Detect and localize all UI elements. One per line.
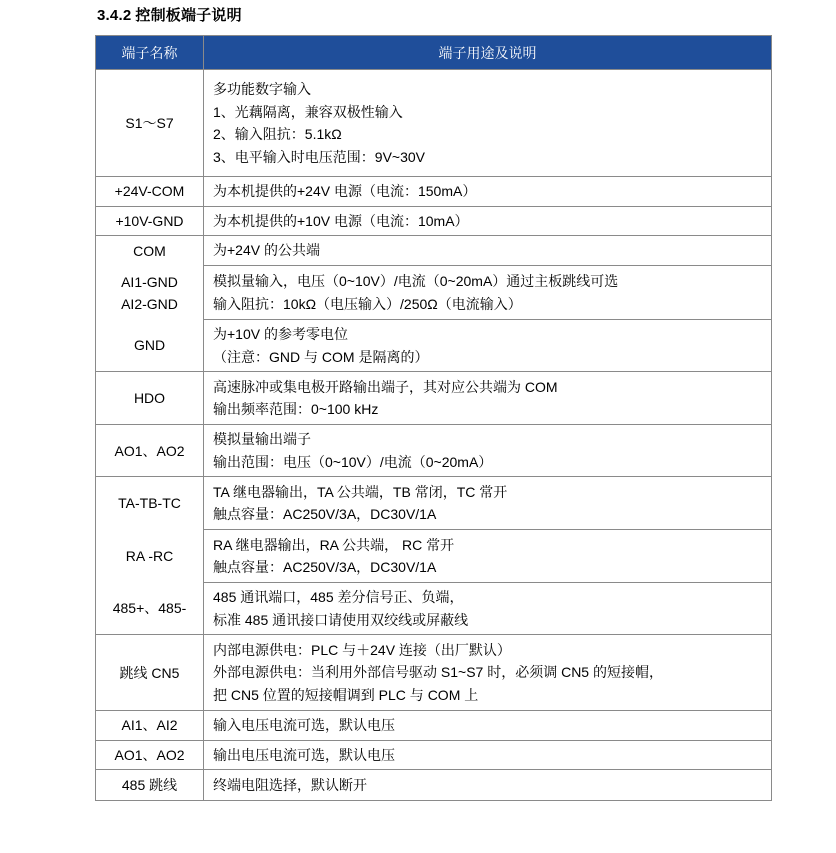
table-row — [96, 236, 772, 266]
description-line: 2、输入阻抗：5.1kΩ — [213, 126, 342, 142]
terminal-name-text: AI1、AI2 — [121, 717, 178, 734]
table-row — [96, 740, 772, 770]
description-line: RA 继电器输出，RA 公共端， RC 常开 — [213, 536, 455, 553]
terminal-name-text: +24V-COM — [114, 183, 185, 200]
table-row — [96, 583, 772, 635]
section-title — [97, 4, 242, 25]
terminal-name — [96, 425, 204, 477]
table-row — [96, 425, 772, 477]
description-line: 输入阻抗：10kΩ（电压输入）/250Ω（电流输入） — [213, 295, 522, 312]
terminal-name-text: AO1、AO2 — [114, 442, 185, 459]
description-line: 模拟量输入，电压（0~10V）/电流（0~20mA）通过主板跳线可选 — [213, 273, 619, 289]
terminal-name-text: RA -RC — [125, 548, 174, 564]
terminal-description — [204, 711, 772, 741]
terminal-description — [204, 477, 772, 530]
description-line: 终端电阻选择，默认断开 — [213, 776, 367, 793]
section-heading: 控制板端子说明 — [135, 7, 242, 24]
terminal-description — [204, 70, 772, 177]
terminal-name-text: +10V-GND — [115, 212, 184, 229]
terminal-name — [96, 320, 204, 372]
terminal-description — [204, 425, 772, 477]
terminal-table — [95, 35, 772, 801]
description-line: 为本机提供的+24V 电源（电流：150mA） — [213, 183, 477, 199]
terminal-name — [96, 530, 204, 583]
terminal-name — [96, 236, 204, 266]
description-line: 标准 485 通讯接口请使用双绞线或屏蔽线 — [213, 611, 469, 628]
description-line: 1、光藕隔离，兼容双极性输入 — [213, 103, 403, 120]
description-line: （注意：GND 与 COM 是隔离的） — [213, 348, 429, 365]
table-row — [96, 70, 772, 177]
description-line: 输出范围：电压（0~10V）/电流（0~20mA） — [213, 453, 493, 470]
terminal-name — [96, 583, 204, 635]
table-row — [96, 177, 772, 207]
terminal-name — [96, 740, 204, 770]
terminal-name-text: COM — [133, 242, 166, 259]
terminal-name — [96, 206, 204, 236]
description-line: 为本机提供的+10V 电源（电流：10mA） — [213, 212, 469, 229]
description-line: TA 继电器输出，TA 公共端，TB 常闭，TC 常开 — [213, 483, 508, 500]
terminal-name — [96, 372, 204, 425]
table-row — [96, 372, 772, 425]
description-line: 为+10V 的参考零电位 — [213, 326, 348, 342]
table-row — [96, 770, 772, 801]
terminal-name-text: 485 跳线 — [121, 777, 178, 793]
description-line: 为+24V 的公共端 — [213, 242, 320, 259]
terminal-description — [204, 530, 772, 583]
description-line: 模拟量输出端子 — [213, 431, 311, 447]
terminal-description — [204, 236, 772, 266]
terminal-name — [96, 477, 204, 530]
terminal-name — [96, 711, 204, 741]
description-line: 多功能数字输入 — [213, 81, 311, 97]
table-row — [96, 530, 772, 583]
terminal-description — [204, 583, 772, 635]
terminal-description — [204, 372, 772, 425]
table-row — [96, 320, 772, 372]
description-line: 输出电压电流可选，默认电压 — [213, 746, 395, 763]
terminal-name — [96, 635, 204, 711]
description-line: 高速脉冲或集电极开路输出端子，其对应公共端为 COM — [213, 378, 558, 395]
description-line: 3、电平输入时电压范围：9V~30V — [213, 148, 425, 165]
description-line: 485 通讯端口，485 差分信号正、负端， — [213, 589, 464, 605]
header-terminal-name: 端子名称 — [96, 36, 204, 70]
terminal-name-text: AI1-GND — [121, 273, 178, 290]
description-line: 触点容量：AC250V/3A，DC30V/1A — [213, 506, 437, 522]
terminal-description — [204, 266, 772, 320]
terminal-description — [204, 635, 772, 711]
terminal-name-text: TA-TB-TC — [118, 495, 181, 512]
terminal-name-text: AO1、AO2 — [114, 746, 185, 763]
terminal-description — [204, 206, 772, 236]
header-terminal-usage: 端子用途及说明 — [204, 36, 772, 70]
terminal-name — [96, 266, 204, 320]
terminal-description — [204, 770, 772, 801]
terminal-name-text: 485+、485- — [112, 600, 187, 617]
table-row — [96, 266, 772, 320]
table-row — [96, 477, 772, 530]
description-line: 把 CN5 位置的短接帽调到 PLC 与 COM 上 — [213, 686, 479, 703]
description-line: 内部电源供电：PLC 与＋24V 连接（出厂默认） — [213, 641, 511, 658]
description-line: 输出频率范围：0~100 kHz — [213, 401, 379, 417]
table-row — [96, 206, 772, 236]
description-line: 输入电压电流可选，默认电压 — [213, 717, 395, 733]
terminal-name — [96, 177, 204, 207]
description-line: 外部电源供电：当利用外部信号驱动 S1~S7 时，必须调 CN5 的短接帽， — [213, 664, 663, 681]
terminal-description — [204, 177, 772, 207]
table-header-row — [96, 36, 772, 70]
terminal-name-text: HDO — [133, 390, 166, 406]
terminal-description — [204, 320, 772, 372]
terminal-name-text: 跳线 CN5 — [119, 664, 180, 681]
section-number: 3.4.2 — [97, 7, 132, 24]
terminal-name-text: AI2-GND — [121, 295, 178, 312]
table-row — [96, 711, 772, 741]
terminal-name — [96, 70, 204, 177]
description-line: 触点容量：AC250V/3A，DC30V/1A — [213, 559, 437, 575]
table-row — [96, 635, 772, 711]
terminal-name-text: GND — [133, 337, 166, 354]
terminal-description — [204, 740, 772, 770]
terminal-name — [96, 770, 204, 801]
terminal-name-text: S1～S7 — [125, 115, 174, 131]
